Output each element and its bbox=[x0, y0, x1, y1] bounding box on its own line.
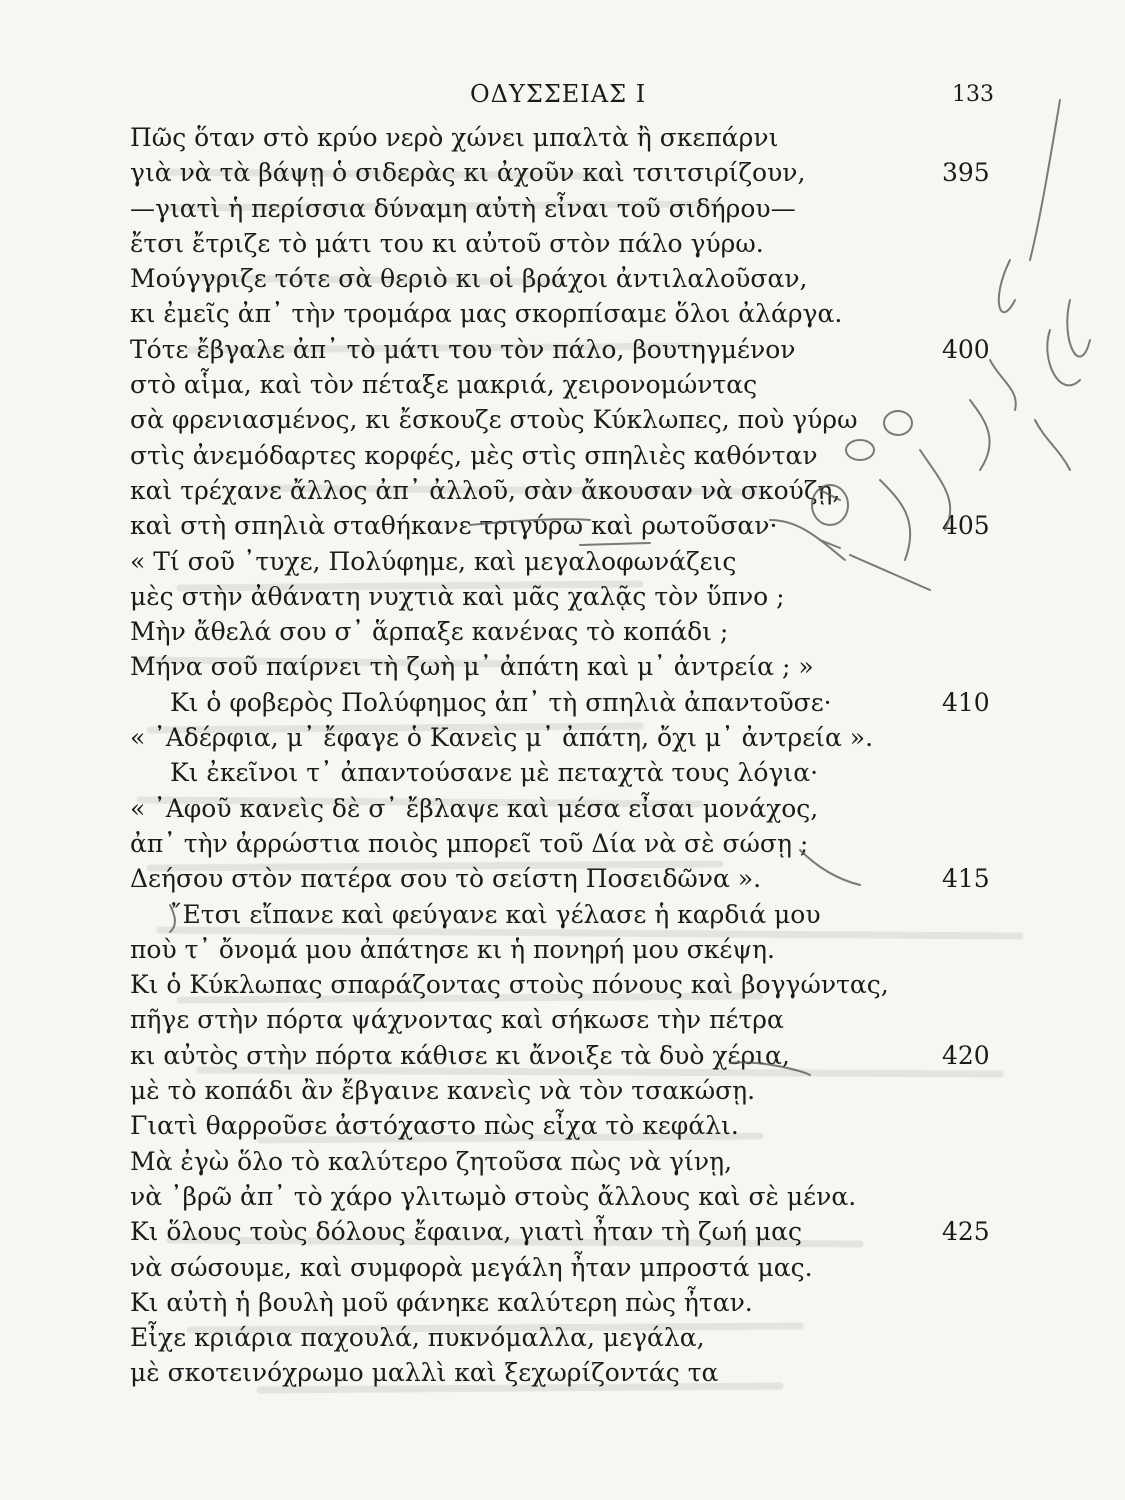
poem-line-text: « Τί σοῦ ᾿τυχε, Πολύφημε, καὶ μεγαλοφωνάζεις bbox=[130, 546, 737, 576]
poem-line bbox=[130, 544, 950, 579]
poem-line-text: Εἶχε κριάρια παχουλά, πυκνόμαλλα, μεγάλα, bbox=[130, 1323, 705, 1353]
poem-line bbox=[130, 1002, 950, 1037]
poem-line-text: πῆγε στὴν πόρτα ψάχνοντας καὶ σήκωσε τὴν πέτρα bbox=[130, 1005, 784, 1035]
poem-line bbox=[130, 155, 990, 190]
poem-line-text: ποὺ τ᾽ ὄνομά μου ἀπάτησε κι ἡ πονηρή μου σκέψη. bbox=[130, 934, 775, 964]
poem-line bbox=[130, 508, 990, 543]
line-number: 395 bbox=[942, 158, 990, 188]
poem-line bbox=[130, 967, 950, 1002]
page-header-title: ΟΔΥΣΣΕΙΑΣ Ι bbox=[470, 80, 647, 108]
page-number: 133 bbox=[952, 82, 994, 107]
poem-line bbox=[130, 1320, 950, 1355]
poem-line-text: Κι αὐτὴ ἡ βουλὴ μοῦ φάνηκε καλύτερη πὼς ἦταν. bbox=[130, 1287, 753, 1317]
poem-line-text: Κι ἐκεῖνοι τ᾽ ἀπαντούσανε μὲ πεταχτὰ τους λόγια· bbox=[170, 758, 819, 788]
poem-line bbox=[130, 861, 990, 896]
poem-line-text: νὰ σώσουμε, καὶ συμφορὰ μεγάλη ἦταν μπροστά μας. bbox=[130, 1252, 813, 1282]
poem-line bbox=[130, 261, 950, 296]
poem-line bbox=[130, 1038, 990, 1073]
poem-line-text: Μήνα σοῦ παίρνει τὴ ζωὴ μ᾽ ἀπάτη καὶ μ᾽ ἀντρεία ; » bbox=[130, 652, 814, 682]
poem-line bbox=[130, 191, 950, 226]
poem-line-text: μὲ τὸ κοπάδι ἂν ἔβγαινε κανεὶς νὰ τὸν τσακώσῃ. bbox=[130, 1076, 756, 1106]
poem-line-text: κι αὐτὸς στὴν πόρτα κάθισε κι ἄνοιξε τὰ δυὸ χέρια, bbox=[130, 1040, 790, 1070]
poem-line-text: ἀπ᾽ τὴν ἀρρώστια ποιὸς μπορεῖ τοῦ Δία νὰ σὲ σώσῃ ; bbox=[130, 828, 809, 858]
poem-text bbox=[130, 120, 990, 1391]
poem-line bbox=[130, 932, 950, 967]
poem-line-text: Τότε ἔβγαλε ἀπ᾽ τὸ μάτι του τὸν πάλο, βουτηγμένον bbox=[130, 334, 796, 364]
poem-line bbox=[130, 720, 950, 755]
poem-line-text: σὰ φρενιασμένος, κι ἔσκουζε στοὺς Κύκλωπες, ποὺ γύρω bbox=[130, 405, 858, 435]
poem-line-text: ἔτσι ἔτριζε τὸ μάτι του κι αὐτοῦ στὸν πάλο γύρω. bbox=[130, 228, 764, 258]
poem-line-text: Δεήσου στὸν πατέρα σου τὸ σείστη Ποσειδῶνα ». bbox=[130, 864, 762, 894]
poem-line bbox=[130, 897, 950, 932]
line-number: 400 bbox=[942, 334, 990, 364]
poem-line bbox=[130, 791, 950, 826]
poem-line bbox=[130, 296, 950, 331]
poem-line bbox=[130, 1073, 950, 1108]
poem-line-text: στὶς ἀνεμόδαρτες κορφές, μὲς στὶς σπηλιὲς καθόνταν bbox=[130, 440, 818, 470]
poem-line-text: Γιατὶ θαρροῦσε ἀστόχαστο πὼς εἶχα τὸ κεφάλι. bbox=[130, 1111, 739, 1141]
poem-line-text: καὶ τρέχανε ἄλλος ἀπ᾽ ἀλλοῦ, σὰν ἄκουσαν νὰ σκούζῃ, bbox=[130, 475, 841, 505]
poem-line bbox=[130, 1214, 990, 1249]
poem-line bbox=[130, 1285, 950, 1320]
line-number: 410 bbox=[942, 687, 990, 717]
poem-line bbox=[130, 473, 950, 508]
poem-line bbox=[130, 755, 950, 790]
poem-line-text: νὰ ᾿βρῶ ἀπ᾽ τὸ χάρο γλιτωμὸ στοὺς ἄλλους καὶ σὲ μένα. bbox=[130, 1181, 857, 1211]
poem-line bbox=[130, 649, 950, 684]
poem-line bbox=[130, 614, 950, 649]
poem-line-text: κι ἐμεῖς ἀπ᾽ τὴν τρομάρα μας σκορπίσαμε ὅλοι ἀλάργα. bbox=[130, 299, 843, 329]
poem-line bbox=[130, 332, 990, 367]
poem-line-text: στὸ αἷμα, καὶ τὸν πέταξε μακριά, χειρονομώντας bbox=[130, 370, 758, 400]
poem-line bbox=[130, 1144, 950, 1179]
poem-line-text: « ᾿Αφοῦ κανεὶς δὲ σ᾽ ἔβλαψε καὶ μέσα εἶσαι μονάχος, bbox=[130, 793, 819, 823]
poem-line-text: « ᾿Αδέρφια, μ᾽ ἔφαγε ὁ Κανεὶς μ᾽ ἀπάτη, ὄχι μ᾽ ἀντρεία ». bbox=[130, 723, 874, 753]
poem-line bbox=[130, 1179, 950, 1214]
poem-line bbox=[130, 226, 950, 261]
poem-line-text: Πῶς ὅταν στὸ κρύο νερὸ χώνει μπαλτὰ ἢ σκεπάρνι bbox=[130, 123, 779, 152]
poem-line bbox=[130, 367, 950, 402]
poem-line-text: Κι ὁ φοβερὸς Πολύφημος ἀπ᾽ τὴ σπηλιὰ ἀπαντοῦσε· bbox=[170, 687, 832, 717]
poem-line-text: γιὰ νὰ τὰ βάψῃ ὁ σιδερὰς κι ἀχοῦν καὶ τσιτσιρίζουν, bbox=[130, 158, 806, 188]
poem-line bbox=[130, 1355, 950, 1390]
poem-line-text: ῎Ετσι εἴπανε καὶ φεύγανε καὶ γέλασε ἡ καρδιά μου bbox=[170, 899, 821, 929]
poem-line-text: Κι ὁ Κύκλωπας σπαράζοντας στοὺς πόνους καὶ βογγώντας, bbox=[130, 970, 889, 1000]
poem-line bbox=[130, 120, 950, 155]
poem-line-text: Μὰ ἐγὼ ὅλο τὸ καλύτερο ζητοῦσα πὼς νὰ γίνῃ, bbox=[130, 1146, 733, 1176]
poem-line-text: μὲς στὴν ἀθάνατη νυχτιὰ καὶ μᾶς χαλᾷς τὸν ὕπνο ; bbox=[130, 581, 785, 611]
poem-line-text: Μούγγριζε τότε σὰ θεριὸ κι οἱ βράχοι ἀντιλαλοῦσαν, bbox=[130, 264, 808, 294]
poem-line-text: Μὴν ἄθελά σου σ᾽ ἅρπαξε κανένας τὸ κοπάδι ; bbox=[130, 617, 729, 647]
line-number: 405 bbox=[942, 511, 990, 541]
poem-line bbox=[130, 1108, 950, 1143]
line-number: 415 bbox=[942, 864, 990, 894]
poem-line bbox=[130, 826, 950, 861]
poem-line bbox=[130, 1250, 950, 1285]
poem-line-text: καὶ στὴ σπηλιὰ σταθήκανε τριγύρω καὶ ρωτοῦσαν· bbox=[130, 511, 778, 541]
line-number: 420 bbox=[942, 1040, 990, 1070]
poem-line-text: —γιατὶ ἡ περίσσια δύναμη αὐτὴ εἶναι τοῦ σιδήρου— bbox=[130, 193, 796, 223]
line-number: 425 bbox=[942, 1217, 990, 1247]
poem-line bbox=[130, 579, 950, 614]
poem-line bbox=[130, 685, 990, 720]
poem-line-text: μὲ σκοτεινόχρωμο μαλλὶ καὶ ξεχωρίζοντάς τα bbox=[130, 1358, 719, 1388]
poem-line bbox=[130, 402, 950, 437]
poem-line bbox=[130, 438, 950, 473]
poem-line-text: Κι ὅλους τοὺς δόλους ἔφαινα, γιατὶ ἦταν τὴ ζωή μας bbox=[130, 1217, 803, 1247]
